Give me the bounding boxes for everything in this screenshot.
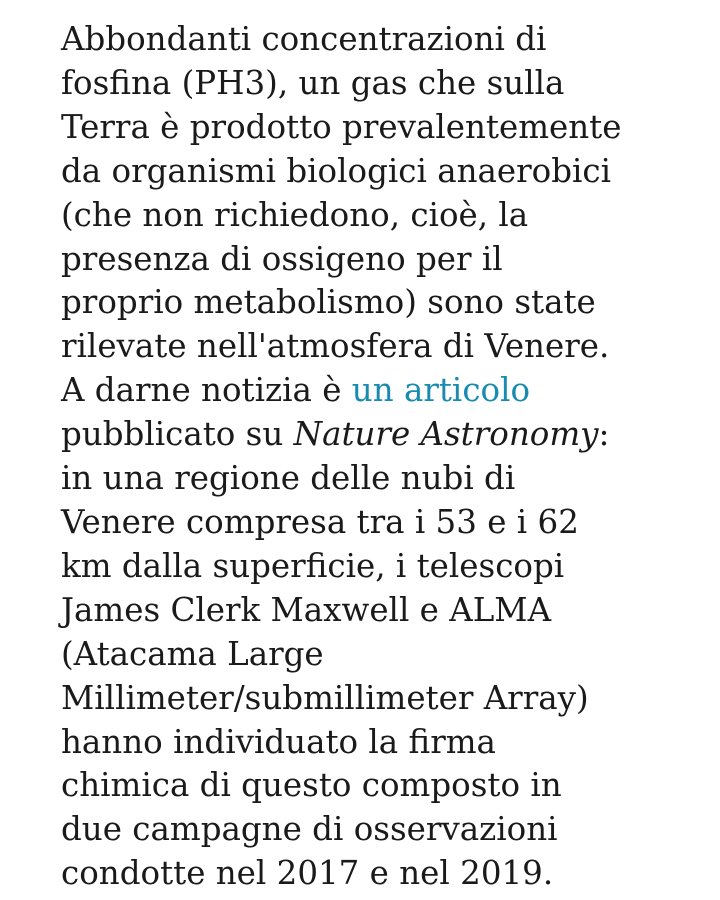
text-line: chimica di questo composto in [61, 766, 562, 805]
text-line: rilevate nell'atmosfera di Venere. [61, 327, 610, 366]
text-line: condotte nel 2017 e nel 2019. [61, 854, 554, 893]
text-line: Terra è prodotto prevalentemente [61, 107, 622, 146]
text-line: km dalla superficie, i telescopi [61, 546, 565, 585]
text-line: presenza di ossigeno per il [61, 239, 503, 278]
article-paragraph [61, 18, 701, 896]
text-segment: A darne notizia è [61, 371, 352, 410]
text-line: in una regione delle nubi di [61, 459, 516, 498]
text-line: James Clerk Maxwell e ALMA [61, 590, 552, 629]
text-segment: : [598, 415, 610, 454]
text-line: da organismi biologici anaerobici [61, 151, 612, 190]
text-line: fosfina (PH3), un gas che sulla [61, 63, 565, 102]
text-line: proprio metabolismo) sono state [61, 283, 596, 322]
text-line: (che non richiedono, cioè, la [61, 195, 529, 234]
text-line [61, 369, 701, 413]
text-line: Venere compresa tra i 53 e i 62 [61, 502, 579, 541]
text-line: hanno individuato la firma [61, 722, 496, 761]
text-line [61, 413, 701, 457]
text-segment: pubblicato su [61, 415, 294, 454]
article-link[interactable]: un articolo [351, 371, 531, 410]
text-line: due campagne di osservazioni [61, 810, 558, 849]
text-line: (Atacama Large [61, 634, 324, 673]
text-line: Millimeter/submillimeter Array) [61, 678, 589, 717]
journal-name: Nature Astronomy [293, 415, 599, 454]
text-line: Abbondanti concentrazioni di [61, 20, 547, 58]
